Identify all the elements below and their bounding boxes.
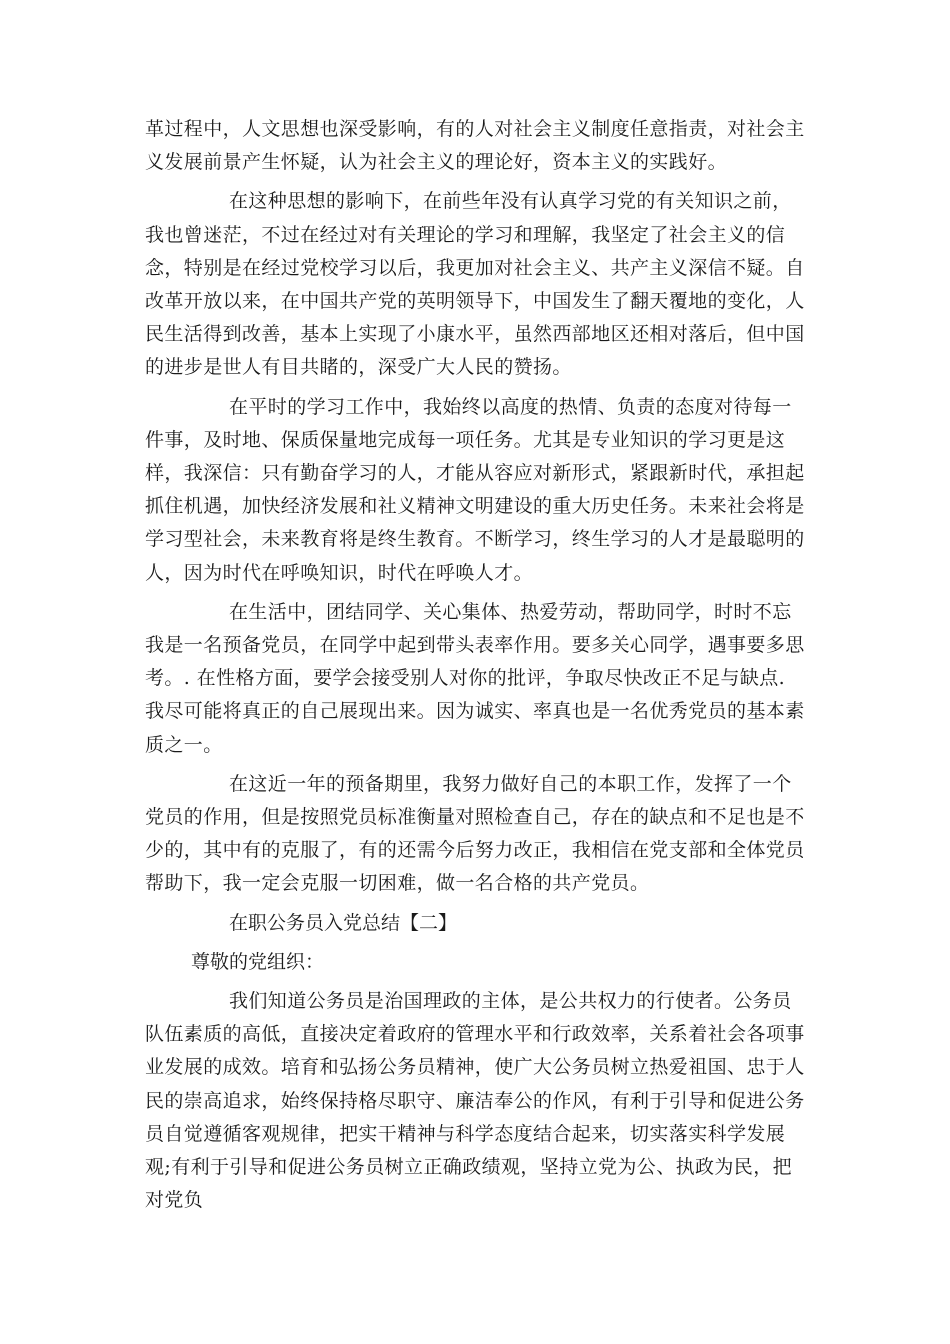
paragraph-study-work: 在平时的学习工作中，我始终以高度的热情、负责的态度对待每一件事，及时地、保质保量地完成每一项任务。尤其是专业知识的学习更是这样，我深信：只有勤奋学习的人，才能从容应对新形式，紧跟新时代，承担起抓住机遇，加快经济发展和社义精神文明建设的重大历史任务。未来社会将是学习型社会，未来教育将是终生教育。不断学习，终生学习的人才是最聪明的人，因为时代在呼唤知识，时代在呼唤人才。	[145, 395, 805, 584]
document-body	[145, 113, 805, 1218]
paragraph-civil-servant: 我们知道公务员是治国理政的主体，是公共权力的行使者。公务员队伍素质的高低，直接决定着政府的管理水平和行政效率，关系着社会各项事业发展的成效。培育和弘扬公务员精神，使广大公务员树立热爱祖国、忠于人民的崇高追求，始终保持格尽职守、廉洁奉公的作风，有利于引导和促进公务员自觉遵循客观规律，把实干精神与科学态度结合起来，切实落实科学发展观;有利于引导和促进公务员树立正确政绩观，坚持立党为公、执政为民，把对党负	[145, 990, 805, 1212]
paragraph-probation: 在这近一年的预备期里，我努力做好自己的本职工作，发挥了一个党员的作用，但是按照党员标准衡量对照检查自己，存在的缺点和不足也是不少的，其中有的克服了，有的还需今后努力改正，我相信在党支部和全体党员帮助下，我一定会克服一切困难，做一名合格的共产党员。	[145, 772, 805, 895]
section-heading: 在职公务员入党总结【二】	[229, 911, 458, 934]
paragraph-continuation: 革过程中，人文思想也深受影响，有的人对社会主义制度任意指责，对社会主义发展前景产生怀疑，认为社会主义的理论好，资本主义的实践好。	[145, 118, 805, 174]
paragraph-life: 在生活中，团结同学、关心集体、热爱劳动，帮助同学，时时不忘我是一名预备党员，在同学中起到带头表率作用。要多关心同学，遇事要多思考。. 在性格方面，要学会接受别人对你的批评，争取尽快改正不足与缺点. 我尽可能将真正的自己展现出来。因为诚实、率真也是一名优秀党员的基本素质之一。	[145, 600, 805, 756]
salutation: 尊敬的党组织：	[191, 950, 325, 973]
paragraph-ideology: 在这种思想的影响下，在前些年没有认真学习党的有关知识之前，我也曾迷茫，不过在经过对有关理论的学习和理解，我坚定了社会主义的信念，特别是在经过党校学习以后，我更加对社会主义、共产主义深信不疑。自改革开放以来，在中国共产党的英明领导下，中国发生了翻天覆地的变化，人民生活得到改善，基本上实现了小康水平，虽然西部地区还相对落后，但中国的进步是世人有目共睹的，深受广大人民的赞扬。	[145, 190, 805, 379]
